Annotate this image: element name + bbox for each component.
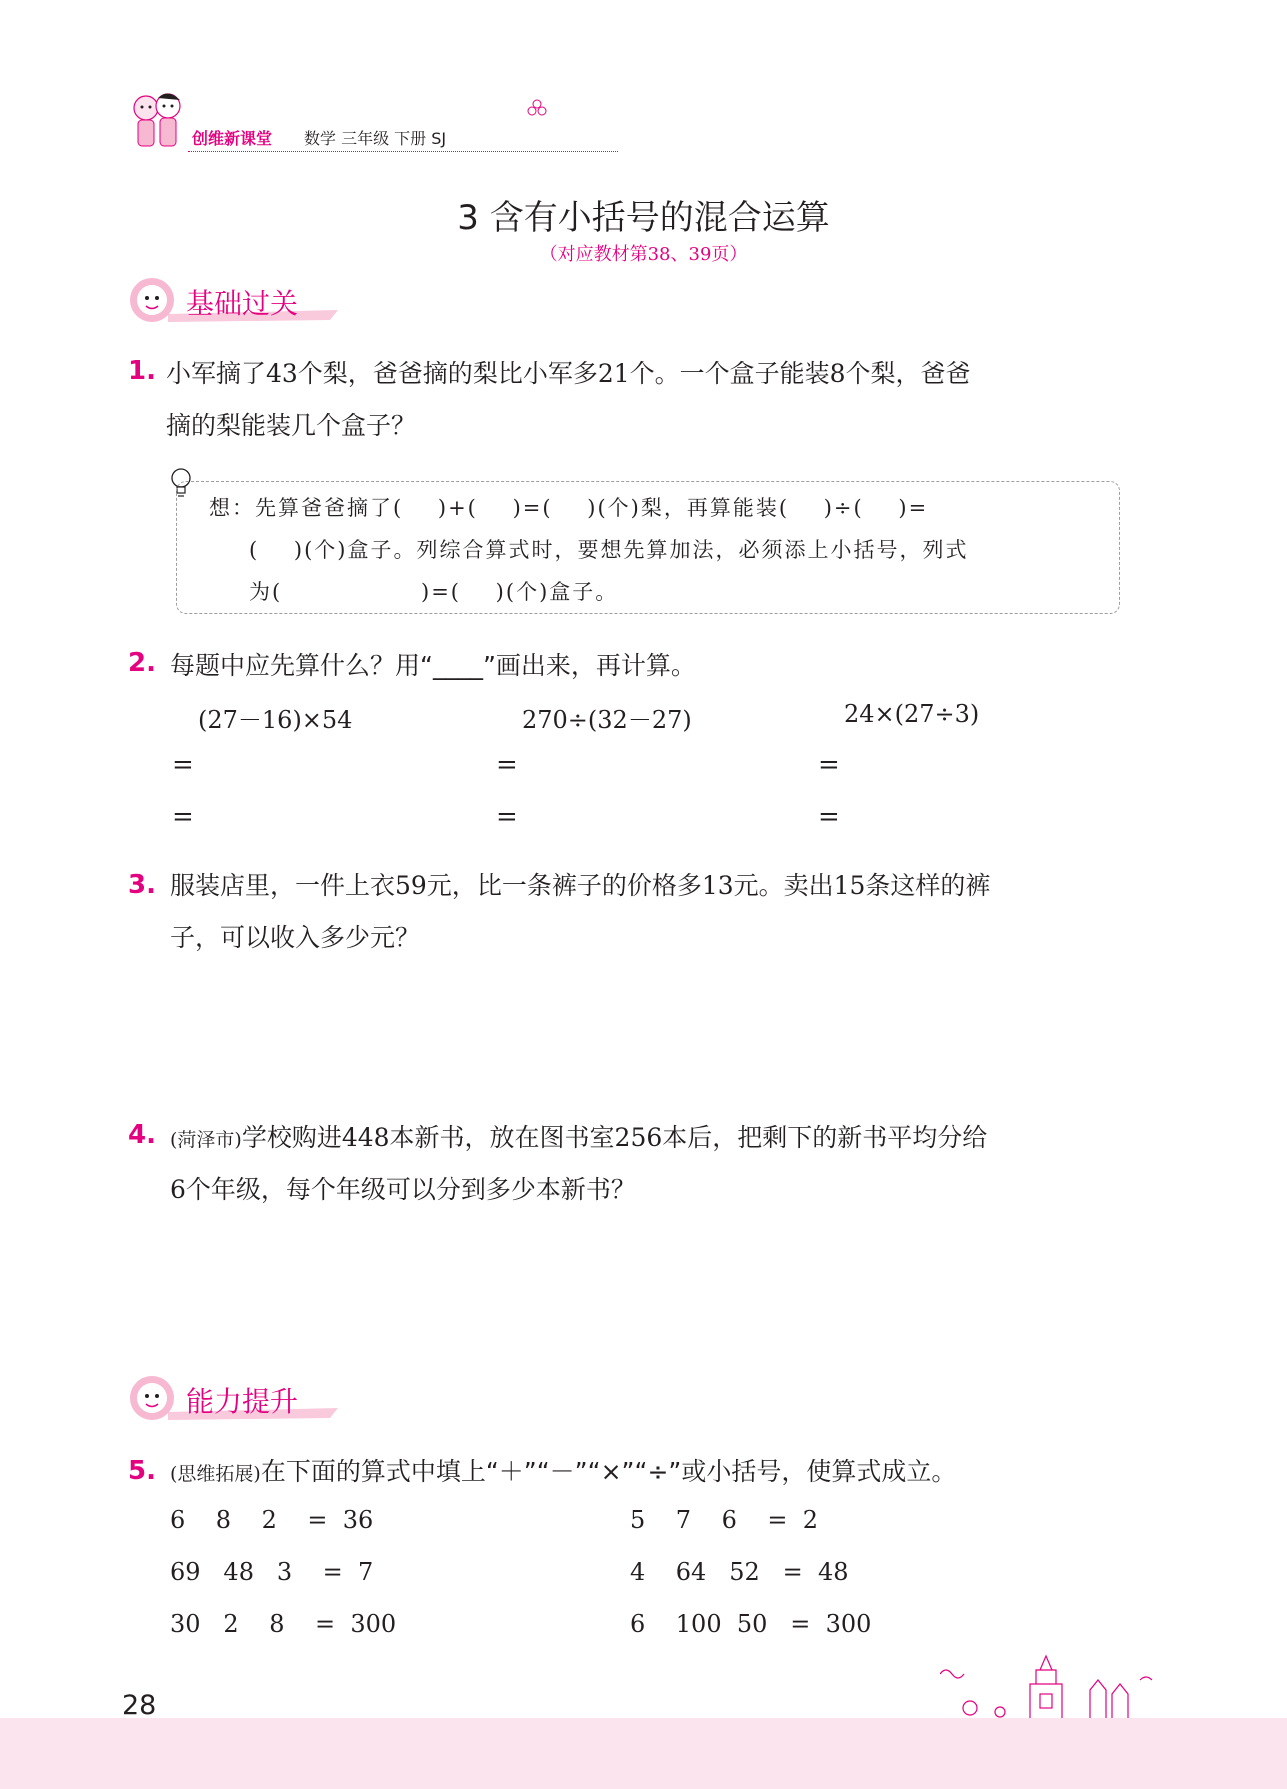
header-divider (188, 151, 618, 152)
question-text (170, 1112, 987, 1164)
question-text-line: 学校购进448本新书，放在图书室256本后，把剩下的新书平均分给 (241, 1123, 988, 1152)
question-text: 6个年级，每个年级可以分到多少本新书？ (170, 1175, 636, 1204)
question-text: 小军摘了43个梨，爸爸摘的梨比小军多21个。一个盒子能装8个梨，爸爸 (166, 359, 971, 388)
question-number: 1. (128, 356, 156, 386)
question-text-line: 在下面的算式中填上“＋”“－”“×”“÷”或小括号，使算式成立。 (260, 1457, 957, 1486)
question-text: 每题中应先算什么？用“____”画出来，再计算。 (170, 651, 696, 680)
equation-row: 6 100 50 = 300 (630, 1610, 872, 1638)
equation-row: 6 8 2 = 36 (170, 1506, 374, 1534)
expression: 270÷(32－27) (522, 706, 692, 734)
equals-sign: = (818, 750, 840, 780)
hint-text: 为( )=( )(个)盒子。 (249, 580, 619, 604)
question-text (170, 1446, 956, 1498)
equals-sign: = (818, 802, 840, 832)
equation-row: 4 64 52 = 48 (630, 1558, 849, 1586)
flower-icon (526, 98, 548, 120)
question-source-tag: (菏泽市) (170, 1129, 242, 1151)
footer-band (0, 1718, 1287, 1789)
question-number: 4. (128, 1120, 156, 1150)
equals-sign: = (496, 802, 518, 832)
equation-row: 30 2 8 = 300 (170, 1610, 397, 1638)
expression: (27－16)×54 (198, 706, 353, 734)
section-title: 基础过关 (186, 287, 299, 320)
castle-decoration-icon (940, 1650, 1170, 1720)
question-source-tag: (思维拓展) (170, 1463, 261, 1485)
lesson-title: 3 含有小括号的混合运算 (457, 198, 830, 238)
equals-sign: = (172, 750, 194, 780)
equation-row: 69 48 3 = 7 (170, 1558, 374, 1586)
page-header (128, 86, 548, 156)
textbook-reference: （对应教材第38、39页） (539, 244, 748, 265)
brand-name: 创维新课堂 (192, 129, 273, 148)
section-title: 能力提升 (186, 1385, 299, 1418)
equation-row: 5 7 6 = 2 (630, 1506, 818, 1534)
equals-sign: = (172, 802, 194, 832)
question-text: 子，可以收入多少元？ (170, 923, 421, 952)
section-badge-advanced (128, 1374, 348, 1424)
equals-sign: = (496, 750, 518, 780)
question-text: 摘的梨能装几个盒子？ (166, 411, 417, 440)
question-number: 2. (128, 648, 156, 678)
kids-mascot-icon (128, 86, 192, 156)
question-text: 服装店里，一件上衣59元，比一条裤子的价格多13元。卖出15条这样的裤 (170, 871, 991, 900)
question-number: 5. (128, 1456, 156, 1486)
hint-text: 想：先算爸爸摘了( )+( )=( )(个)梨，再算能装( )÷( )= (209, 496, 929, 520)
expression: 24×(27÷3) (844, 700, 980, 728)
question-number: 3. (128, 870, 156, 900)
book-info: 数学 三年级 下册 SJ (304, 129, 447, 148)
hint-text: ( )(个)盒子。列综合算式时，要想先算加法，必须添上小括号，列式 (249, 538, 969, 562)
section-badge-basic (128, 276, 348, 326)
page-number: 28 (122, 1690, 157, 1721)
hint-box (176, 481, 1120, 614)
